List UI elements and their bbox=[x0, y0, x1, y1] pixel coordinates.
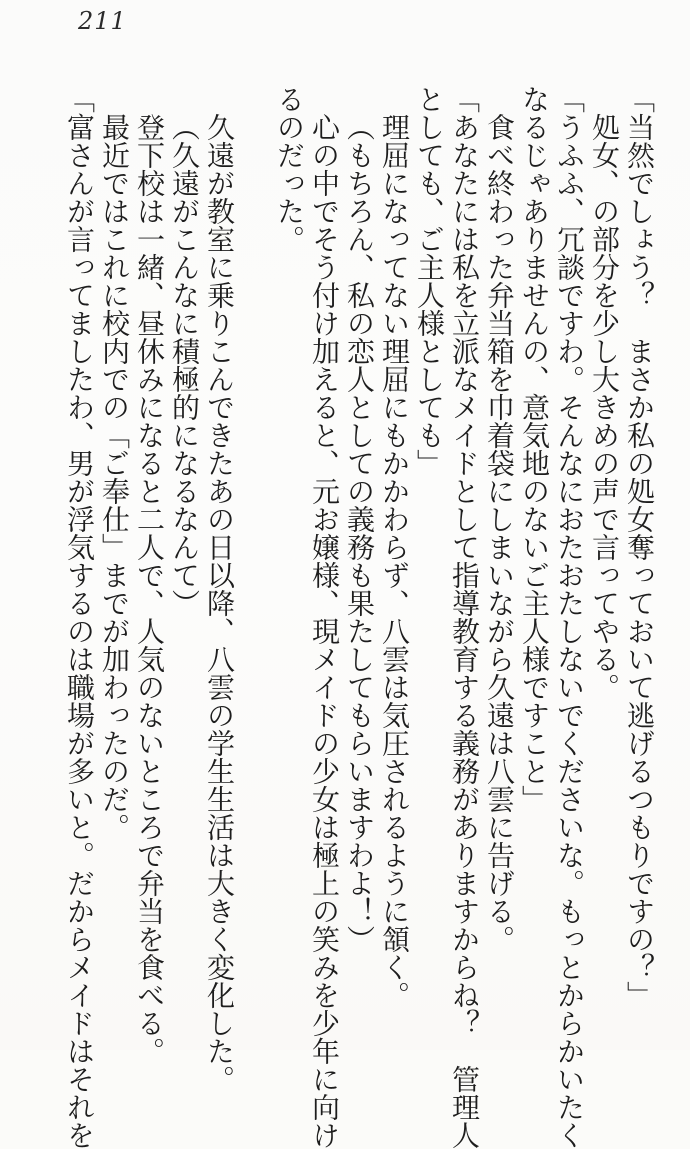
text-column-8: 理屈になってない理屈にもかかわらず、八雲は気圧されるように頷く。 bbox=[378, 113, 411, 1009]
text-column-4: なるじゃありませんの、意気地のないご主人様ですこと」 bbox=[518, 85, 551, 813]
text-column-5: 食べ終わった弁当箱を巾着袋にしまいながら久遠は八雲に告げる。 bbox=[483, 113, 516, 953]
vertical-text-block bbox=[62, 85, 657, 1149]
text-column-9: （もちろん、私の恋人としての義務も果たしてもらいますわよ！） bbox=[343, 113, 376, 953]
text-column-6: 「あなたには私を立派なメイドとして指導教育する義務がありますからね？ 管理人 bbox=[448, 85, 481, 1149]
text-column-1: 「当然でしょう？ まさか私の処女奪っておいて逃げるつもりですの？」 bbox=[623, 85, 656, 1009]
section-break-gap bbox=[237, 85, 272, 1017]
text-column-13: （久遠がこんなに積極的になるなんて） bbox=[168, 113, 201, 617]
text-column-16: 「富さんが言ってましたわ、男が浮気するのは職場が多いと。だからメイドはそれを bbox=[63, 85, 96, 1149]
text-column-2: 処女、の部分を少し大きめの声で言ってやる。 bbox=[588, 113, 621, 701]
text-column-15: 最近ではこれに校内での「ご奉仕」までが加わったのだ。 bbox=[98, 113, 131, 841]
text-column-10: 心の中でそう付け加えると、元お嬢様、現メイドの少女は極上の笑みを少年に向け bbox=[308, 113, 341, 1149]
text-column-12: 久遠が教室に乗りこんできたあの日以降、八雲の学生生活は大きく変化した。 bbox=[203, 113, 236, 1093]
text-column-3: 「うふふ、冗談ですわ。そんなにおたおたしないでくださいな。もっとからかいたく bbox=[553, 85, 586, 1149]
page-number: 211 bbox=[78, 7, 127, 35]
text-column-14: 登下校は一緒、昼休みになると二人で、人気のないところで弁当を食べる。 bbox=[133, 113, 166, 1065]
text-column-7: としても、ご主人様としても」 bbox=[413, 85, 446, 477]
text-column-11: るのだった。 bbox=[273, 85, 306, 253]
